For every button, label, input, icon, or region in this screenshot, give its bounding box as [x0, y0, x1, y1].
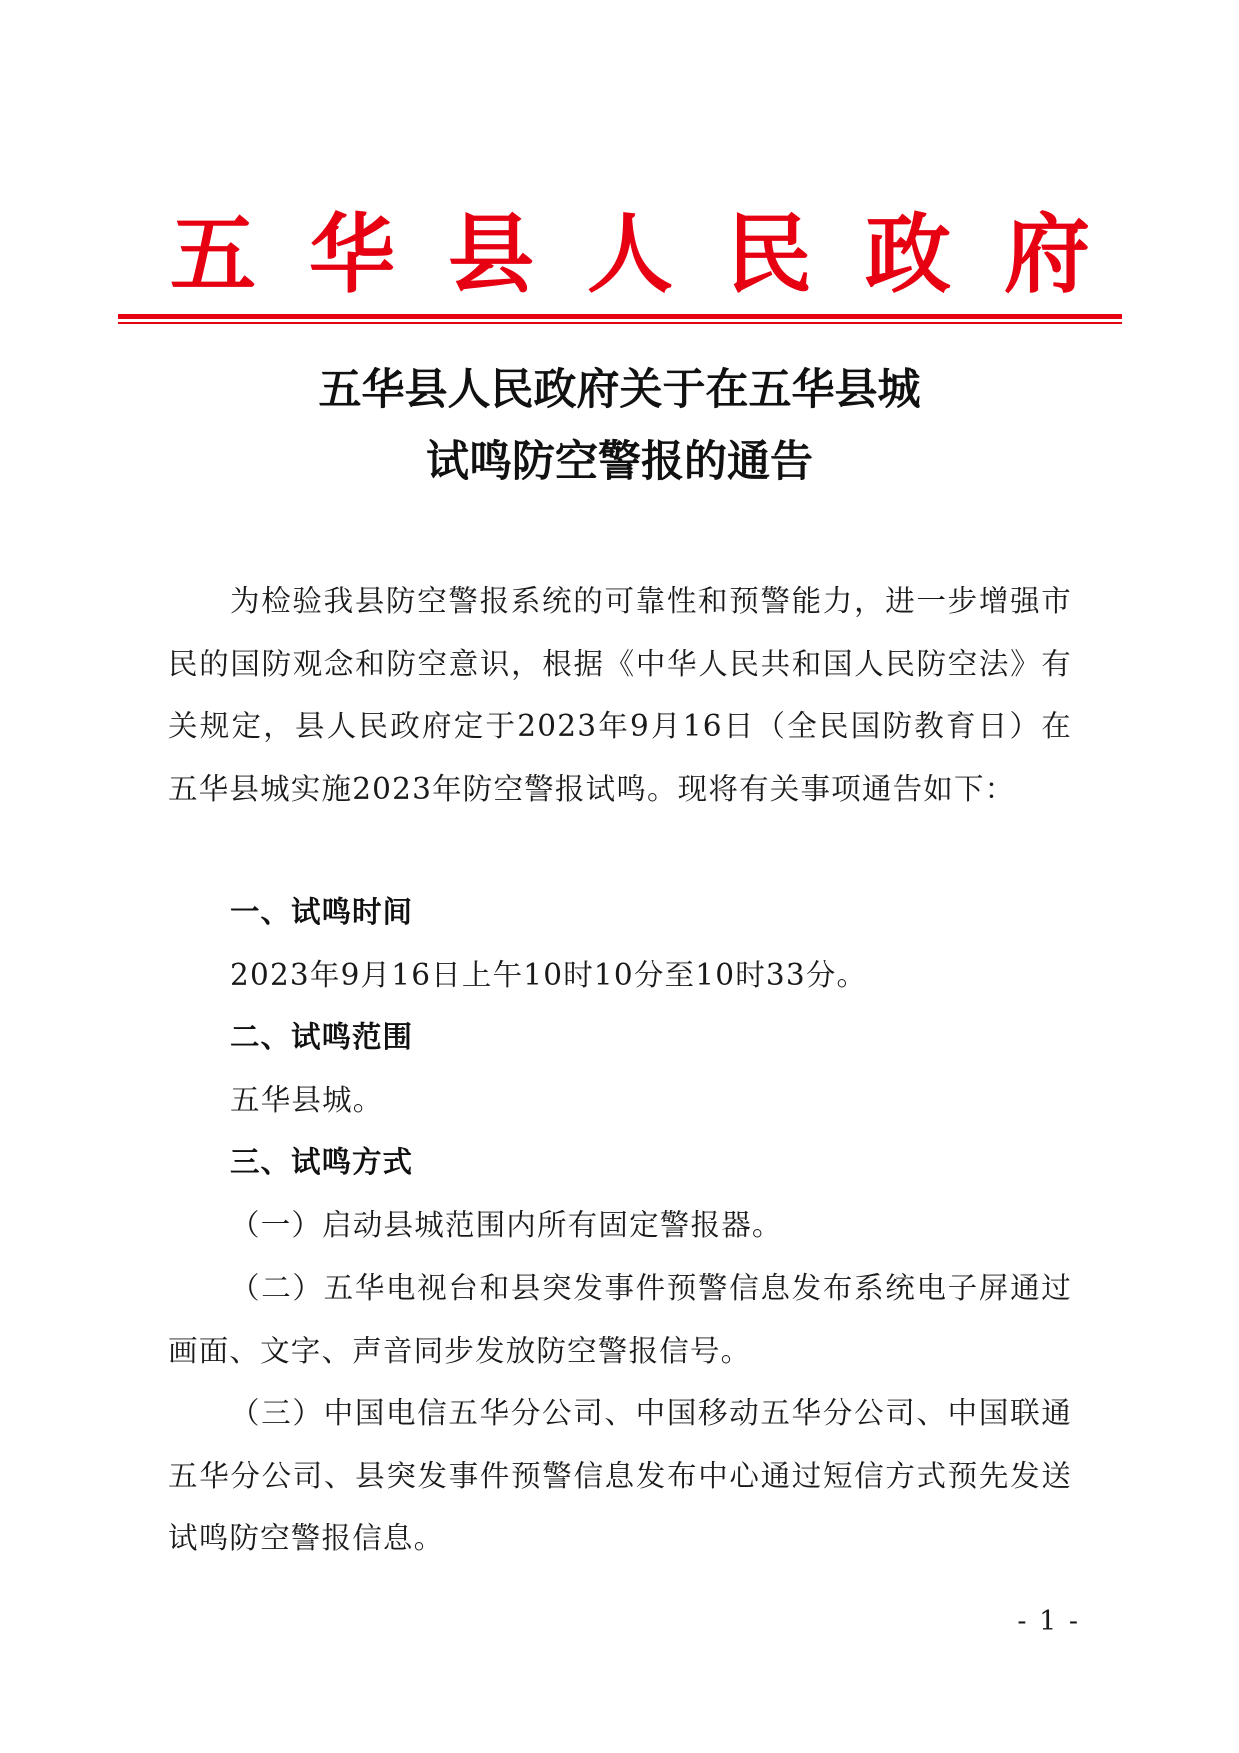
section-heading-time: 一、试鸣时间	[230, 895, 414, 929]
method-item-1: （一）启动县城范围内所有固定警报器。	[230, 1208, 783, 1242]
letterhead-char: 政	[865, 204, 951, 305]
method-item-2: （二）五华电视台和县突发事件预警信息发布系统电子屏通过画面、文字、声音同步发放防空警报信号。	[168, 1271, 1072, 1368]
letterhead-char: 人	[587, 204, 673, 305]
red-divider-thick	[118, 314, 1122, 319]
section-heading-method: 三、试鸣方式	[230, 1145, 414, 1179]
letterhead-char: 府	[1004, 204, 1090, 305]
method-item-3: （三）中国电信五华分公司、中国移动五华分公司、中国联通五华分公司、县突发事件预警信息发布中心通过短信方式预先发送试鸣防空警报信息。	[168, 1396, 1072, 1555]
letterhead-char: 县	[448, 204, 534, 305]
section-content-time: 2023年9月16日上午10时10分至10时33分。	[230, 958, 868, 992]
letterhead-char: 五	[170, 204, 256, 305]
document-title-line-2: 试鸣防空警报的通告	[426, 437, 813, 487]
section-heading-scope: 二、试鸣范围	[230, 1020, 414, 1054]
letterhead	[170, 205, 1090, 305]
document-title-line-1: 五华县人民政府关于在五华县城	[318, 365, 921, 415]
page-number: - 1 -	[1017, 1606, 1080, 1637]
red-divider-thin	[118, 322, 1122, 324]
intro-paragraph: 为检验我县防空警报系统的可靠性和预警能力，进一步增强市民的国防观念和防空意识，根据《中华人民共和国人民防空法》有关规定，县人民政府定于2023年9月16日（全民国防教育日）在五华县城实施2023年防空警报试鸣。现将有关事项通告如下：	[168, 584, 1072, 806]
section-content-scope: 五华县城。	[230, 1083, 384, 1117]
letterhead-char: 民	[726, 204, 812, 305]
letterhead-char: 华	[309, 204, 395, 305]
